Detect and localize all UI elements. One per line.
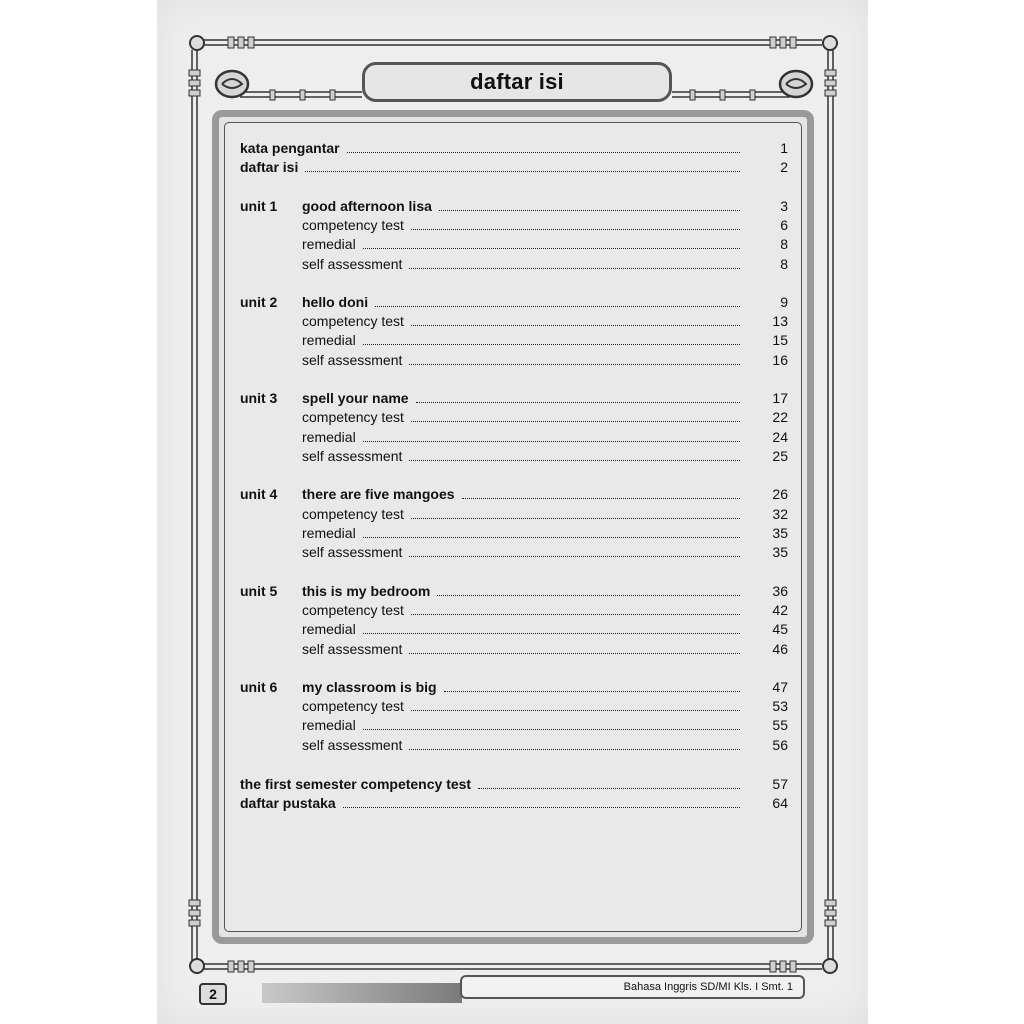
dot-leader <box>343 806 740 808</box>
dot-leader <box>409 363 740 365</box>
toc-entry-title: self assessment <box>302 737 403 753</box>
dot-leader <box>409 652 740 654</box>
toc-row-unit-6-remedial[interactable] <box>240 716 788 734</box>
dot-leader <box>363 536 740 538</box>
toc-page-number: 46 <box>772 641 788 657</box>
toc-row-unit-5-remedial[interactable] <box>240 620 788 638</box>
toc-row-daftar-isi[interactable] <box>240 158 788 176</box>
toc-page-number: 35 <box>772 525 788 541</box>
toc-entry-title: competency test <box>302 506 404 522</box>
toc-page-number: 8 <box>780 256 788 272</box>
toc-row-unit-3[interactable] <box>240 389 788 407</box>
toc-page-number: 55 <box>772 717 788 733</box>
toc-entry-title: competency test <box>302 313 404 329</box>
toc-row-unit-6-competency-test[interactable] <box>240 697 788 715</box>
toc-page-number: 13 <box>772 313 788 329</box>
toc-row-unit-5-competency-test[interactable] <box>240 601 788 619</box>
unit-label: unit 4 <box>240 486 278 502</box>
toc-entry-title: remedial <box>302 717 356 733</box>
toc-page-number: 1 <box>780 140 788 156</box>
toc-page-number: 53 <box>772 698 788 714</box>
toc-row-unit-6-self-assessment[interactable] <box>240 736 788 754</box>
toc-row-unit-2-remedial[interactable] <box>240 331 788 349</box>
toc-entry-title: this is my bedroom <box>302 583 431 599</box>
dot-leader <box>411 228 740 230</box>
toc-row-unit-6[interactable] <box>240 678 788 696</box>
toc-row-unit-4[interactable] <box>240 485 788 503</box>
toc-entry-title: competency test <box>302 698 404 714</box>
toc-entry-title: remedial <box>302 332 356 348</box>
unit-label: unit 6 <box>240 679 278 695</box>
unit-label: unit 3 <box>240 390 278 406</box>
dot-leader <box>409 267 740 269</box>
toc-row-unit-5[interactable] <box>240 582 788 600</box>
toc-entry-title: remedial <box>302 429 356 445</box>
toc-entry-title: self assessment <box>302 448 403 464</box>
toc-entry-title: daftar isi <box>240 159 299 175</box>
footer-page-number-text: 2 <box>209 986 217 1002</box>
unit-label: unit 5 <box>240 583 278 599</box>
toc-row-daftar-pustaka[interactable] <box>240 794 788 812</box>
toc-row-first-semester-competency-test[interactable] <box>240 775 788 793</box>
dot-leader <box>411 517 740 519</box>
dot-leader <box>478 787 740 789</box>
dot-leader <box>409 748 740 750</box>
page-title: daftar isi <box>470 69 564 94</box>
unit-label: unit 1 <box>240 198 278 214</box>
toc-page-number: 26 <box>772 486 788 502</box>
toc-row-unit-1-remedial[interactable] <box>240 235 788 253</box>
toc-page-number: 36 <box>772 583 788 599</box>
toc-entry-title: daftar pustaka <box>240 795 336 811</box>
toc-page-number: 17 <box>772 390 788 406</box>
dot-leader <box>363 728 740 730</box>
toc-row-unit-1[interactable] <box>240 197 788 215</box>
dot-leader <box>409 459 740 461</box>
footer-page-number <box>199 983 227 1005</box>
toc-row-unit-4-remedial[interactable] <box>240 524 788 542</box>
toc-row-unit-2[interactable] <box>240 293 788 311</box>
footer-book-label-text: Bahasa Inggris SD/MI Kls. I Smt. 1 <box>623 981 793 993</box>
toc-entry-title: there are five mangoes <box>302 486 455 502</box>
toc-page-number: 47 <box>772 679 788 695</box>
toc-page-number: 16 <box>772 352 788 368</box>
toc-row-kata-pengantar[interactable] <box>240 139 788 157</box>
toc-entry-title: hello doni <box>302 294 369 310</box>
toc-entry-title: competency test <box>302 409 404 425</box>
dot-leader <box>375 305 740 307</box>
toc-page-number: 8 <box>780 236 788 252</box>
toc-row-unit-3-remedial[interactable] <box>240 428 788 446</box>
toc-entry-title: my classroom is big <box>302 679 437 695</box>
toc-entry-title: remedial <box>302 525 356 541</box>
dot-leader <box>305 170 740 172</box>
dot-leader <box>411 420 740 422</box>
toc-page-number: 42 <box>772 602 788 618</box>
dot-leader <box>411 324 740 326</box>
toc-row-unit-1-self-assessment[interactable] <box>240 255 788 273</box>
toc-page-number: 6 <box>780 217 788 233</box>
toc-page-number: 2 <box>780 159 788 175</box>
toc-entry-title: self assessment <box>302 256 403 272</box>
dot-leader <box>416 401 740 403</box>
footer-book-label <box>460 975 805 999</box>
toc-row-unit-1-competency-test[interactable] <box>240 216 788 234</box>
dot-leader <box>444 690 740 692</box>
toc-page-number: 25 <box>772 448 788 464</box>
toc-page-number: 22 <box>772 409 788 425</box>
dot-leader <box>439 209 740 211</box>
toc-row-unit-5-self-assessment[interactable] <box>240 640 788 658</box>
unit-label: unit 2 <box>240 294 278 310</box>
dot-leader <box>363 632 740 634</box>
dot-leader <box>462 497 740 499</box>
toc-row-unit-3-competency-test[interactable] <box>240 408 788 426</box>
toc-entry-title: remedial <box>302 621 356 637</box>
page-title-plaque <box>362 62 672 102</box>
toc-page-number: 3 <box>780 198 788 214</box>
toc-page-number: 64 <box>772 795 788 811</box>
toc-entry-title: spell your name <box>302 390 409 406</box>
toc-entry-title: self assessment <box>302 641 403 657</box>
dot-leader <box>347 151 740 153</box>
dot-leader <box>363 440 740 442</box>
footer-gradient-band <box>262 983 462 1003</box>
toc-entry-title: competency test <box>302 602 404 618</box>
toc-entry-title: self assessment <box>302 352 403 368</box>
toc-page-number: 9 <box>780 294 788 310</box>
toc-entry-title: the first semester competency test <box>240 776 472 792</box>
toc-page-number: 56 <box>772 737 788 753</box>
dot-leader <box>437 594 740 596</box>
toc-page-number: 15 <box>772 332 788 348</box>
toc-page-number: 32 <box>772 506 788 522</box>
dot-leader <box>411 709 740 711</box>
dot-leader <box>363 247 740 249</box>
toc-row-unit-2-competency-test[interactable] <box>240 312 788 330</box>
toc-entry-title: kata pengantar <box>240 140 340 156</box>
dot-leader <box>409 555 740 557</box>
toc-entry-title: remedial <box>302 236 356 252</box>
dot-leader <box>363 343 740 345</box>
toc-entry-title: good afternoon lisa <box>302 198 432 214</box>
toc-row-unit-3-self-assessment[interactable] <box>240 447 788 465</box>
toc-entry-title: competency test <box>302 217 404 233</box>
toc-row-unit-2-self-assessment[interactable] <box>240 351 788 369</box>
toc-entry-title: self assessment <box>302 544 403 560</box>
toc-row-unit-4-competency-test[interactable] <box>240 505 788 523</box>
toc-row-unit-4-self-assessment[interactable] <box>240 543 788 561</box>
toc-page-number: 35 <box>772 544 788 560</box>
toc-page-number: 45 <box>772 621 788 637</box>
toc-page-number: 57 <box>772 776 788 792</box>
dot-leader <box>411 613 740 615</box>
toc-page-number: 24 <box>772 429 788 445</box>
